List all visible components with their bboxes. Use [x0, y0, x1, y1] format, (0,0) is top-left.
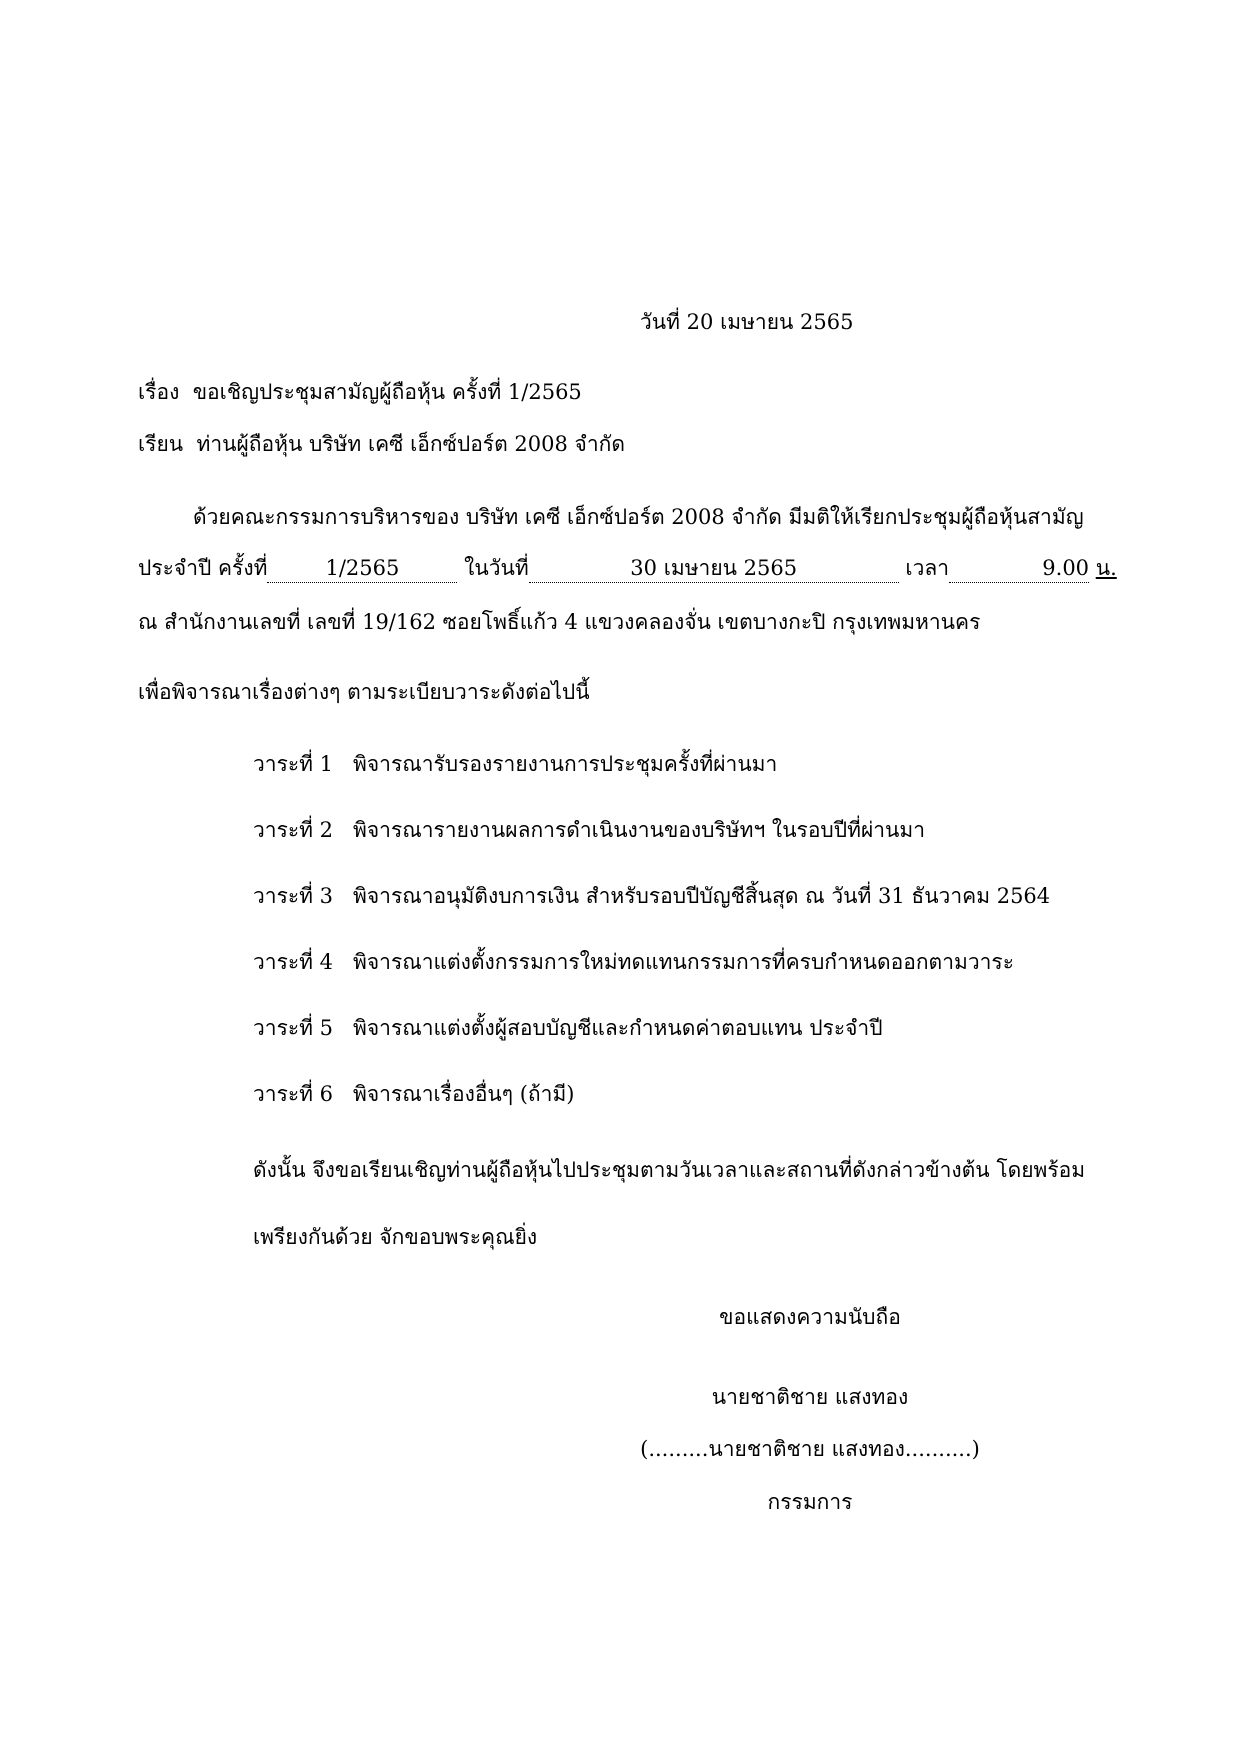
agenda-item-text: พิจารณาอนุมัติงบการเงิน สำหรับรอบปีบัญชีสิ้นสุด ณ วันที่ 31 ธันวาคม 2564 — [353, 884, 1051, 908]
annual-meeting-label: ประจำปี ครั้งที่ — [138, 556, 268, 580]
meeting-date-field: 30 เมษายน 2565 — [529, 556, 899, 583]
meeting-time-label: เวลา — [905, 556, 950, 580]
agenda-item-number: วาระที่ 1 — [253, 752, 334, 776]
meeting-number-field: 1/2565 — [267, 556, 457, 583]
document-date: วันที่ 20 เมษายน 2565 — [640, 310, 854, 334]
agenda-item-number: วาระที่ 4 — [253, 950, 334, 974]
agenda-item — [253, 1082, 574, 1107]
agenda-item-number: วาระที่ 6 — [253, 1082, 334, 1106]
recipient-label: เรียน — [138, 432, 184, 456]
subject-text: ขอเชิญประชุมสามัญผู้ถือหุ้น ครั้งที่ 1/2565 — [192, 380, 582, 404]
agenda-item — [253, 752, 777, 777]
closing-line-2: เพรียงกันด้วย จักขอบพระคุณยิ่ง — [253, 1225, 538, 1249]
agenda-item-text: พิจารณารายงานผลการดำเนินงานของบริษัทฯ ในรอบปีที่ผ่านมา — [353, 818, 926, 842]
agenda-item-text: พิจารณาแต่งตั้งกรรมการใหม่ทดแทนกรรมการที่ครบกำหนดออกตามวาระ — [353, 950, 1014, 974]
agenda-intro: เพื่อพิจารณาเรื่องต่างๆ ตามระเบียบวาระดังต่อไปนี้ — [138, 680, 590, 704]
meeting-details-line — [138, 556, 1117, 583]
agenda-item — [253, 950, 1014, 975]
agenda-item — [253, 884, 1050, 909]
agenda-item-text: พิจารณาเรื่องอื่นๆ (ถ้ามี) — [353, 1082, 575, 1106]
agenda-item-number: วาระที่ 3 — [253, 884, 334, 908]
agenda-item-text: พิจารณาแต่งตั้งผู้สอบบัญชีและกำหนดค่าตอบแทน ประจำปี — [353, 1016, 883, 1040]
agenda-item — [253, 818, 925, 843]
printed-name: (.........นายชาติชาย แสงทอง..........) — [640, 1437, 980, 1461]
signatory-position: กรรมการ — [767, 1490, 853, 1514]
recipient-text: ท่านผู้ถือหุ้น บริษัท เคซี เอ็กซ์ปอร์ต 2008 จำกัด — [196, 432, 625, 456]
subject-line — [138, 380, 582, 405]
meeting-location-line: ณ สำนักงานเลขที่ เลขที่ 19/162 ซอยโพธิ์แก้ว 4 แขวงคลองจั่น เขตบางกะปิ กรุงเทพมหานคร — [138, 610, 981, 634]
agenda-item-number: วาระที่ 2 — [253, 818, 334, 842]
subject-label: เรื่อง — [138, 380, 180, 404]
agenda-item-text: พิจารณารับรองรายงานการประชุมครั้งที่ผ่านมา — [353, 752, 778, 776]
recipient-line — [138, 432, 625, 457]
meeting-time-field: 9.00 — [949, 556, 1089, 583]
regards: ขอแสดงความนับถือ — [719, 1305, 901, 1329]
meeting-date-label: ในวันที่ — [464, 556, 529, 580]
invitation-paragraph-line-1: ด้วยคณะกรรมการบริหารของ บริษัท เคซี เอ็กซ์ปอร์ต 2008 จำกัด มีมติให้เรียกประชุมผู้ถือหุ้นสามัญ — [193, 505, 1084, 529]
agenda-item-number: วาระที่ 5 — [253, 1016, 334, 1040]
closing-line-1: ดังนั้น จึงขอเรียนเชิญท่านผู้ถือหุ้นไปประชุมตามวันเวลาและสถานที่ดังกล่าวข้างต้น โดยพร้อม — [253, 1158, 1086, 1182]
agenda-item — [253, 1016, 883, 1041]
signed-name: นายชาติชาย แสงทอง — [711, 1385, 909, 1409]
time-unit: น. — [1095, 556, 1117, 580]
